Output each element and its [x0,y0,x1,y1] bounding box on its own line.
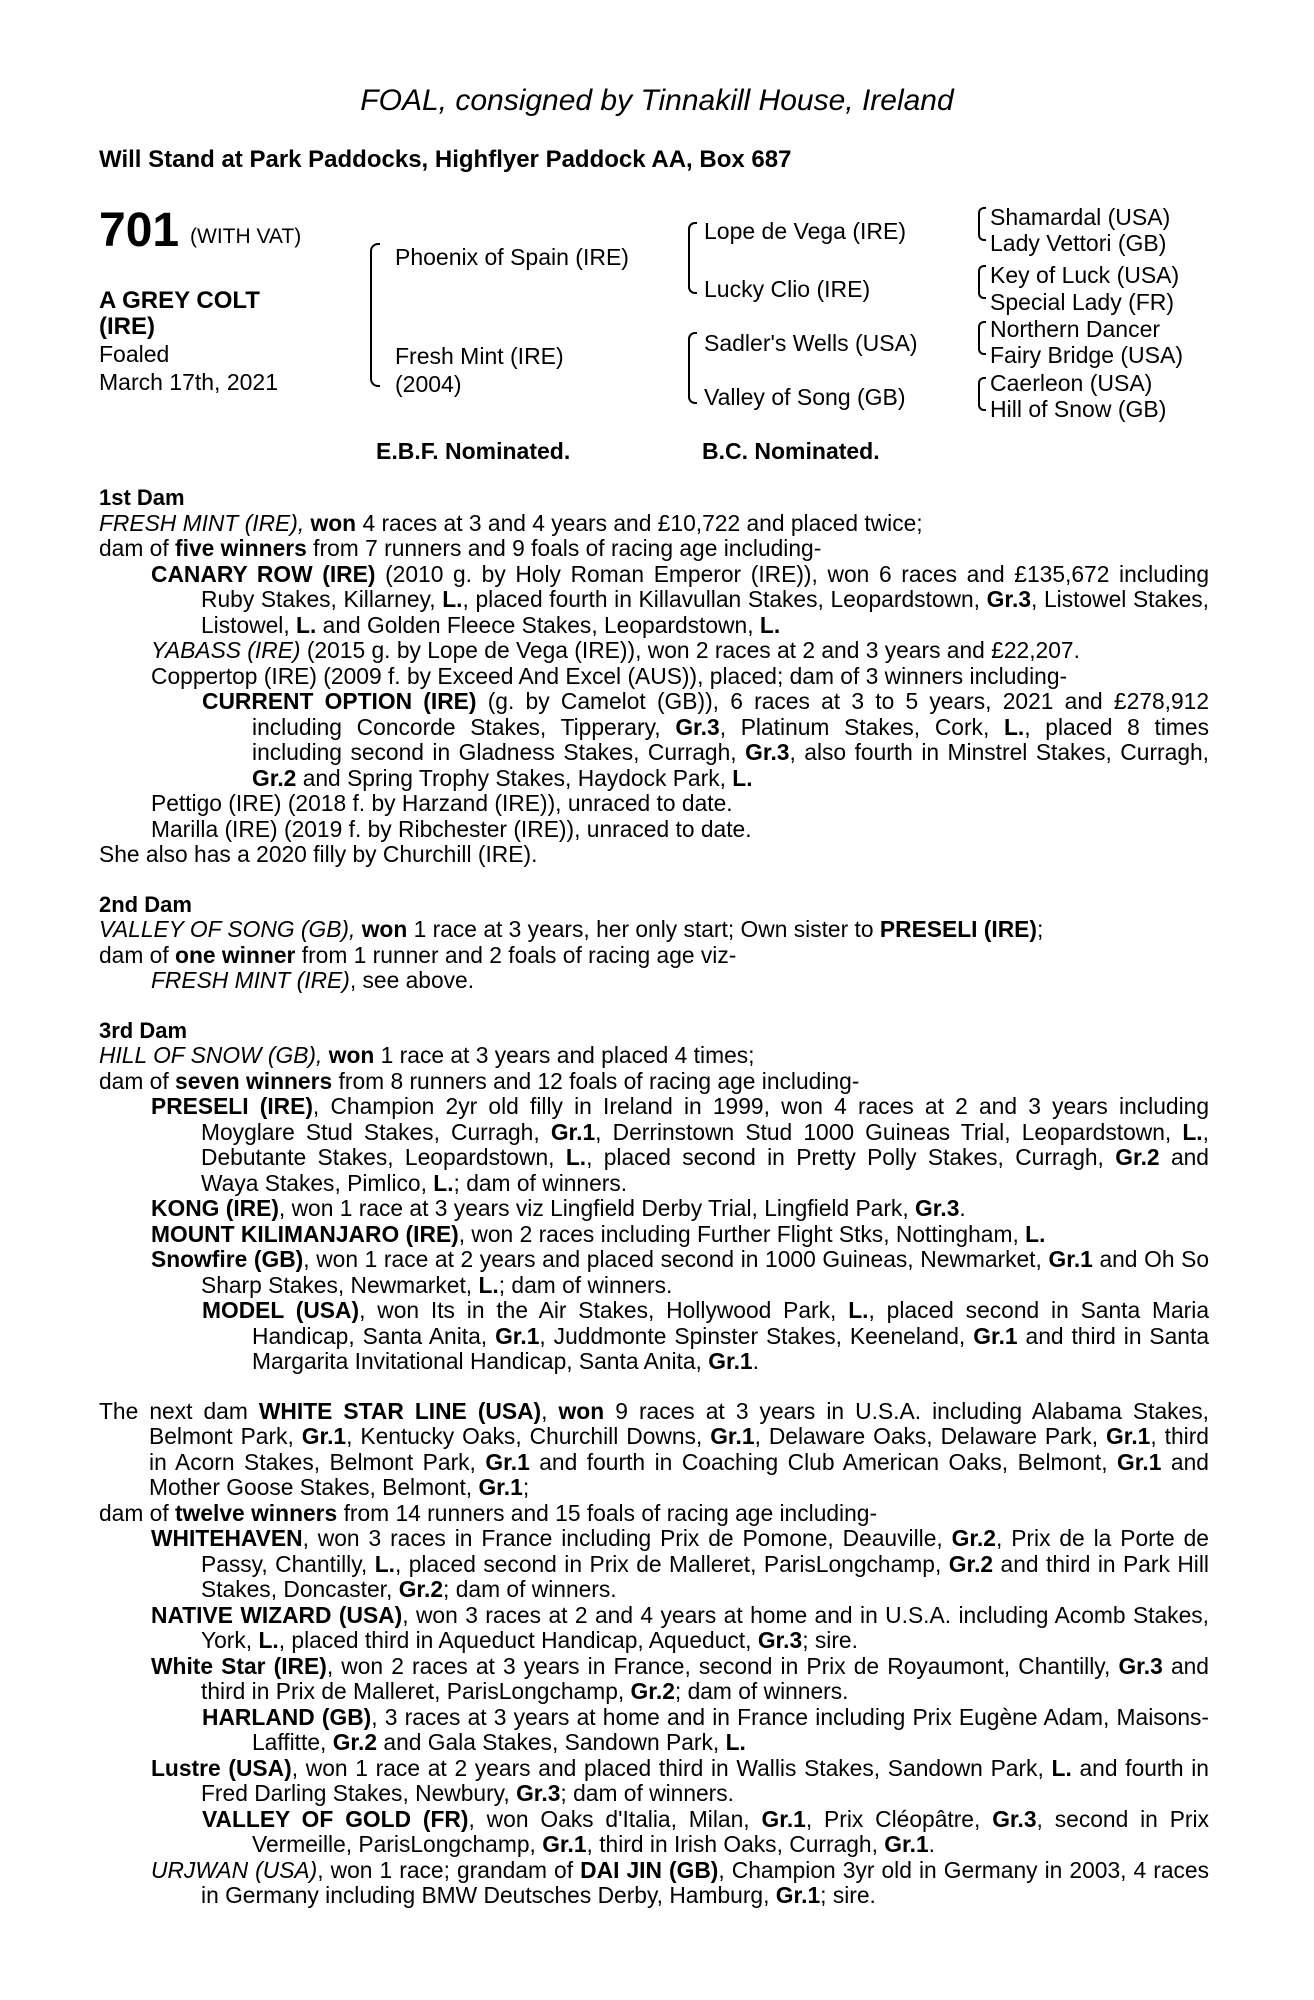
pedigree-bracket-sire [688,222,697,294]
first-dam-produce: dam of five winners from 7 runners and 9 foals of racing age including- [99,535,822,561]
produce-whitehaven: WHITEHAVEN, won 3 races in France including Prix de Pomone, Deauville, Gr.2, Prix de la Porte de Passy, Chantilly, L., placed second in Prix de Malleret, ParisLongchamp, Gr.2 and third in Park Hill Stakes, Doncaster, Gr.2; dam of winners. [151,1525,1209,1602]
produce-current-option: CURRENT OPTION (IRE) (g. by Camelot (GB)), 6 races at 3 to 5 years, 2021 and £278,912 including Concorde Stakes, Tipperary, Gr.3, Platinum Stakes, Cork, L., placed 8 times including second in Gladness Stakes, Curragh, Gr.3, also fourth in Minstrel Stakes, Curragh, Gr.2 and Spring Trophy Stakes, Haydock Park, L. [202,688,1210,791]
pedigree-ggp-7: Caerleon (USA) [990,370,1153,396]
produce-model: MODEL (USA), won Its in the Air Stakes, Hollywood Park, L., placed second in Santa Maria Handicap, Santa Anita, Gr.1, Juddmonte Spinster Stakes, Keeneland, Gr.1 and third in Santa Margarita Invitational Handicap, Santa Anita, Gr.1. [202,1297,1210,1374]
pedigree-ggp-8: Hill of Snow (GB) [990,396,1167,422]
stand-location: Will Stand at Park Paddocks, Highflyer Paddock AA, Box 687 [99,146,792,173]
produce-mount-kilimanjaro: MOUNT KILIMANJARO (IRE), won 2 races including Further Flight Stks, Nottingham, L. [151,1220,1046,1247]
next-dam-produce: dam of twelve winners from 14 runners and 15 foals of racing age including- [99,1499,878,1526]
pedigree-sire-dam: Lucky Clio (IRE) [704,276,871,302]
pedigree-dam: Fresh Mint (IRE) [395,343,564,369]
pedigree-dam-dam: Valley of Song (GB) [704,384,906,410]
pedigree-ggp-5: Northern Dancer [990,316,1161,342]
produce-coppertop: Coppertop (IRE) (2009 f. by Exceed And Excel (AUS)), placed; dam of 3 winners including- [151,662,1068,689]
pedigree-bracket-main [370,243,380,387]
pedigree-ggp-1: Shamardal (USA) [990,204,1171,230]
pedigree-ggp-3: Key of Luck (USA) [990,262,1180,288]
third-dam-produce: dam of seven winners from 8 runners and 12 foals of racing age including- [99,1067,860,1094]
pedigree-sire-sire: Lope de Vega (IRE) [704,218,907,244]
third-dam-heading: 3rd Dam [99,1017,188,1043]
first-dam-record: FRESH MINT (IRE), won 4 races at 3 and 4 years and £10,722 and placed twice; [99,509,923,536]
next-dam-record: The next dam WHITE STAR LINE (USA), won 9 races at 3 years in U.S.A. including Alabama Stakes, Belmont Park, Gr.1, Kentucky Oaks, Churchill Downs, Gr.1, Delaware Oaks, Delaware Park, Gr.1, third in Acorn Stakes, Belmont Park, Gr.1 and fourth in Coaching Club American Oaks, Belmont, Gr.1 and Mother Goose Stakes, Belmont, Gr.1; [99,1397,1209,1500]
produce-native-wizard: NATIVE WIZARD (USA), won 3 races at 2 and 4 years at home and in U.S.A. including Acomb Stakes, York, L., placed third in Aqueduct Handicap, Aqueduct, Gr.3; sire. [151,1601,1209,1653]
produce-harland: HARLAND (GB), 3 races at 3 years at home and in France including Prix Eugène Adam, Maisons-Laffitte, Gr.2 and Gala Stakes, Sandown Park, L. [202,1703,1210,1755]
foaled-date: March 17th, 2021 [99,369,279,395]
produce-lustre: Lustre (USA), won 1 race at 2 years and placed third in Wallis Stakes, Sandown Park, L. and fourth in Fred Darling Stakes, Newbury, Gr.3; dam of winners. [151,1754,1209,1806]
pedigree-dam-sire: Sadler's Wells (USA) [704,330,918,356]
second-dam-record: VALLEY OF SONG (GB), won 1 race at 3 years, her only start; Own sister to PRESELI (IRE); [99,916,1044,942]
second-dam-heading: 2nd Dam [99,891,192,917]
pedigree-bracket-gg3 [978,321,986,355]
pedigree-bracket-gg1 [978,207,986,241]
vat-label: (WITH VAT) [190,225,302,248]
produce-yabass: YABASS (IRE) (2015 g. by Lope de Vega (IRE)), won 2 races at 2 and 3 years and £22,207. [151,637,1080,663]
produce-snowfire: Snowfire (GB), won 1 race at 2 years and placed second in 1000 Guineas, Newmarket, Gr.1 and Oh So Sharp Stakes, Newmarket, L.; dam of winners. [151,1246,1210,1298]
produce-canary-row: CANARY ROW (IRE) (2010 g. by Holy Roman Emperor (IRE)), won 6 races and £135,672 including Ruby Stakes, Killarney, L., placed fourth in Killavullan Stakes, Leopardstown, Gr.3, Listowel Stakes, Listowel, L. and Golden Fleece Stakes, Leopardstown, L. [151,560,1210,638]
produce-fresh-mint: FRESH MINT (IRE), see above. [151,967,475,993]
ebf-nominated: E.B.F. Nominated. [376,438,571,464]
produce-marilla: Marilla (IRE) (2019 f. by Ribchester (IRE)), unraced to date. [151,815,752,842]
first-dam-heading: 1st Dam [99,485,185,510]
lot-number: 701 [99,204,180,257]
pedigree-bracket-gg4 [978,377,986,411]
second-dam-produce: dam of one winner from 1 runner and 2 foals of racing age viz- [99,941,737,968]
pedigree-ggp-2: Lady Vettori (GB) [990,230,1167,256]
pedigree-dam-year: (2004) [395,371,462,397]
pedigree-ggp-4: Special Lady (FR) [990,289,1175,315]
produce-preseli: PRESELI (IRE), Champion 2yr old filly in Ireland in 1999, won 4 races at 2 and 3 years including Moyglare Stud Stakes, Curragh, Gr.1, Derrinstown Stud 1000 Guineas Trial, Leopardstown, L., Debutante Stakes, Leopardstown, L., placed second in Pretty Polly Stakes, Curragh, Gr.2 and Waya Stakes, Pimlico, L.; dam of winners. [151,1093,1209,1196]
catalogue-body [99,485,1209,1909]
produce-pettigo: Pettigo (IRE) (2018 f. by Harzand (IRE)), unraced to date. [151,790,733,816]
bc-nominated: B.C. Nominated. [702,438,880,464]
pedigree-bracket-gg2 [978,265,986,299]
produce-kong: KONG (IRE), won 1 race at 3 years viz Lingfield Derby Trial, Lingfield Park, Gr.3. [151,1195,966,1221]
third-dam-record: HILL OF SNOW (GB), won 1 race at 3 years and placed 4 times; [99,1042,755,1068]
foaled-label: Foaled [99,341,170,367]
pedigree-bracket-dam [688,332,697,404]
pedigree-ggp-6: Fairy Bridge (USA) [990,342,1183,368]
pedigree-sire: Phoenix of Spain (IRE) [395,244,629,270]
produce-2020-filly: She also has a 2020 filly by Churchill (IRE). [99,841,538,867]
produce-white-star: White Star (IRE), won 2 races at 3 years in France, second in Prix de Royaumont, Chantilly, Gr.3 and third in Prix de Malleret, ParisLongchamp, Gr.2; dam of winners. [151,1652,1209,1704]
lot-description-country: (IRE) [99,313,155,340]
produce-urjwan: URJWAN (USA), won 1 race; grandam of DAI JIN (GB), Champion 3yr old in Germany in 2003, 4 races in Germany including BMW Deutsches Derby, Hamburg, Gr.1; sire. [151,1856,1210,1908]
produce-valley-of-gold: VALLEY OF GOLD (FR), won Oaks d'Italia, Milan, Gr.1, Prix Cléopâtre, Gr.3, second in Prix Vermeille, ParisLongchamp, Gr.1, third in Irish Oaks, Curragh, Gr.1. [202,1805,1209,1857]
lot-description: A GREY COLT [99,287,260,314]
page-title: FOAL, consigned by Tinnakill House, Ireland [360,84,954,117]
